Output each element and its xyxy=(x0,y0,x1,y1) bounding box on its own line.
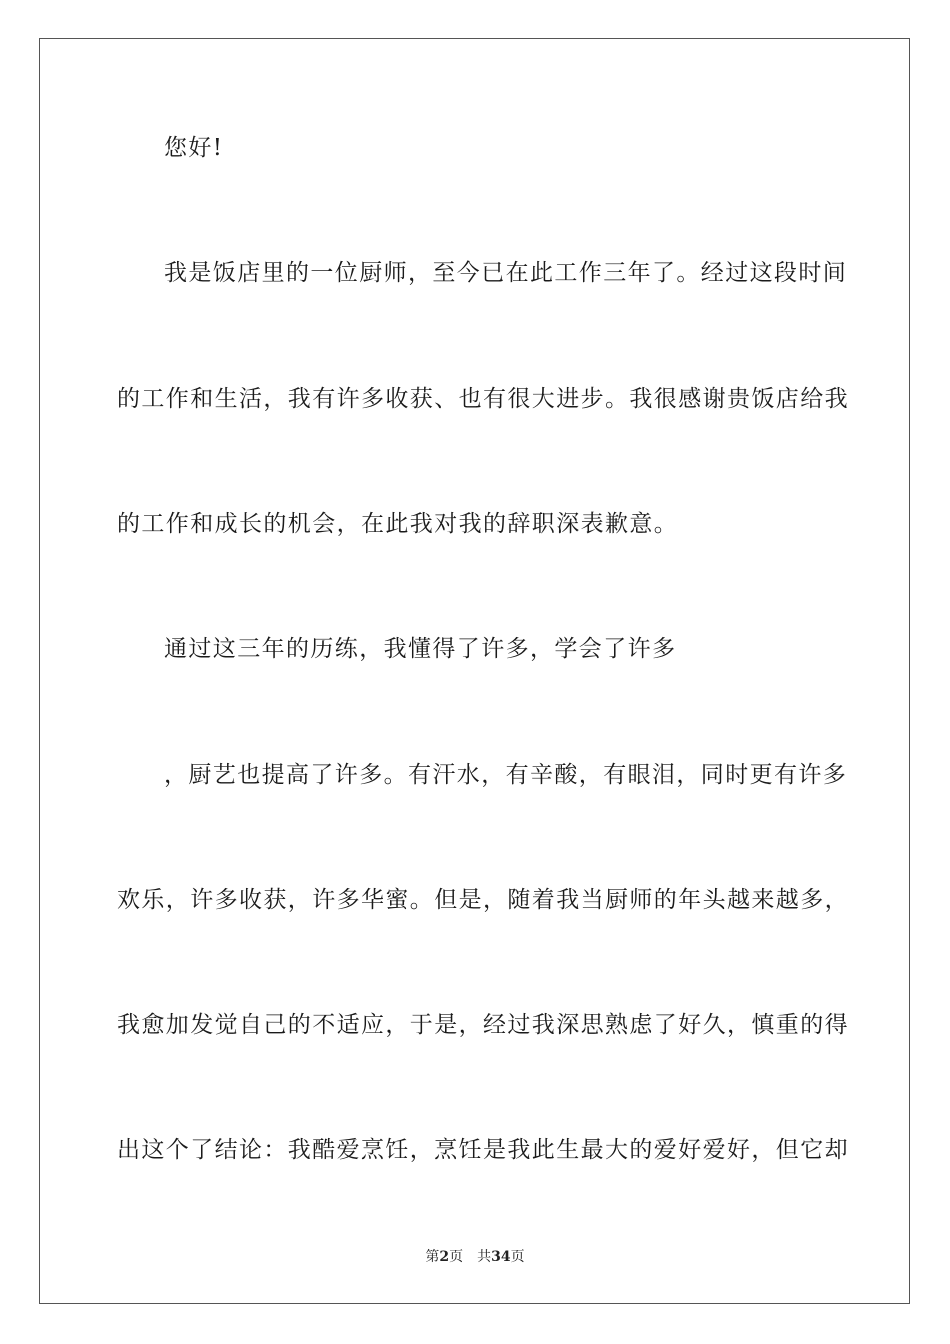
body-text-line: 欢乐，许多收获，许多华蜜。但是，随着我当厨师的年头越来越多， xyxy=(117,887,849,913)
total-pages-suffix: 页 xyxy=(510,1249,525,1265)
current-page-number: 2 xyxy=(439,1249,450,1265)
body-text-line: 我是饭店里的一位厨师，至今已在此工作三年了。经过这段时间 xyxy=(164,260,848,286)
body-text-line: ，厨艺也提高了许多。有汗水，有辛酸，有眼泪，同时更有许多 xyxy=(164,762,848,788)
page-number-prefix: 第 xyxy=(425,1249,440,1265)
body-text-line: 出这个了结论：我酷爱烹饪，烹饪是我此生最大的爱好爱好，但它却 xyxy=(117,1137,849,1163)
page-footer xyxy=(0,1248,950,1266)
body-text-line: 我愈加发觉自己的不适应，于是，经过我深思熟虑了好久，慎重的得 xyxy=(117,1012,849,1038)
total-page-count: 34 xyxy=(491,1249,511,1265)
salutation-line: 您好! xyxy=(164,135,224,161)
total-pages-prefix: 共 xyxy=(477,1249,492,1265)
page-border xyxy=(39,38,910,1304)
body-text-line: 的工作和成长的机会，在此我对我的辞职深表歉意。 xyxy=(117,511,679,537)
body-text-line: 通过这三年的历练，我懂得了许多，学会了许多 xyxy=(164,636,677,662)
page-number-suffix: 页 xyxy=(449,1249,464,1265)
body-text-line: 的工作和生活，我有许多收获、也有很大进步。我很感谢贵饭店给我 xyxy=(117,386,849,412)
